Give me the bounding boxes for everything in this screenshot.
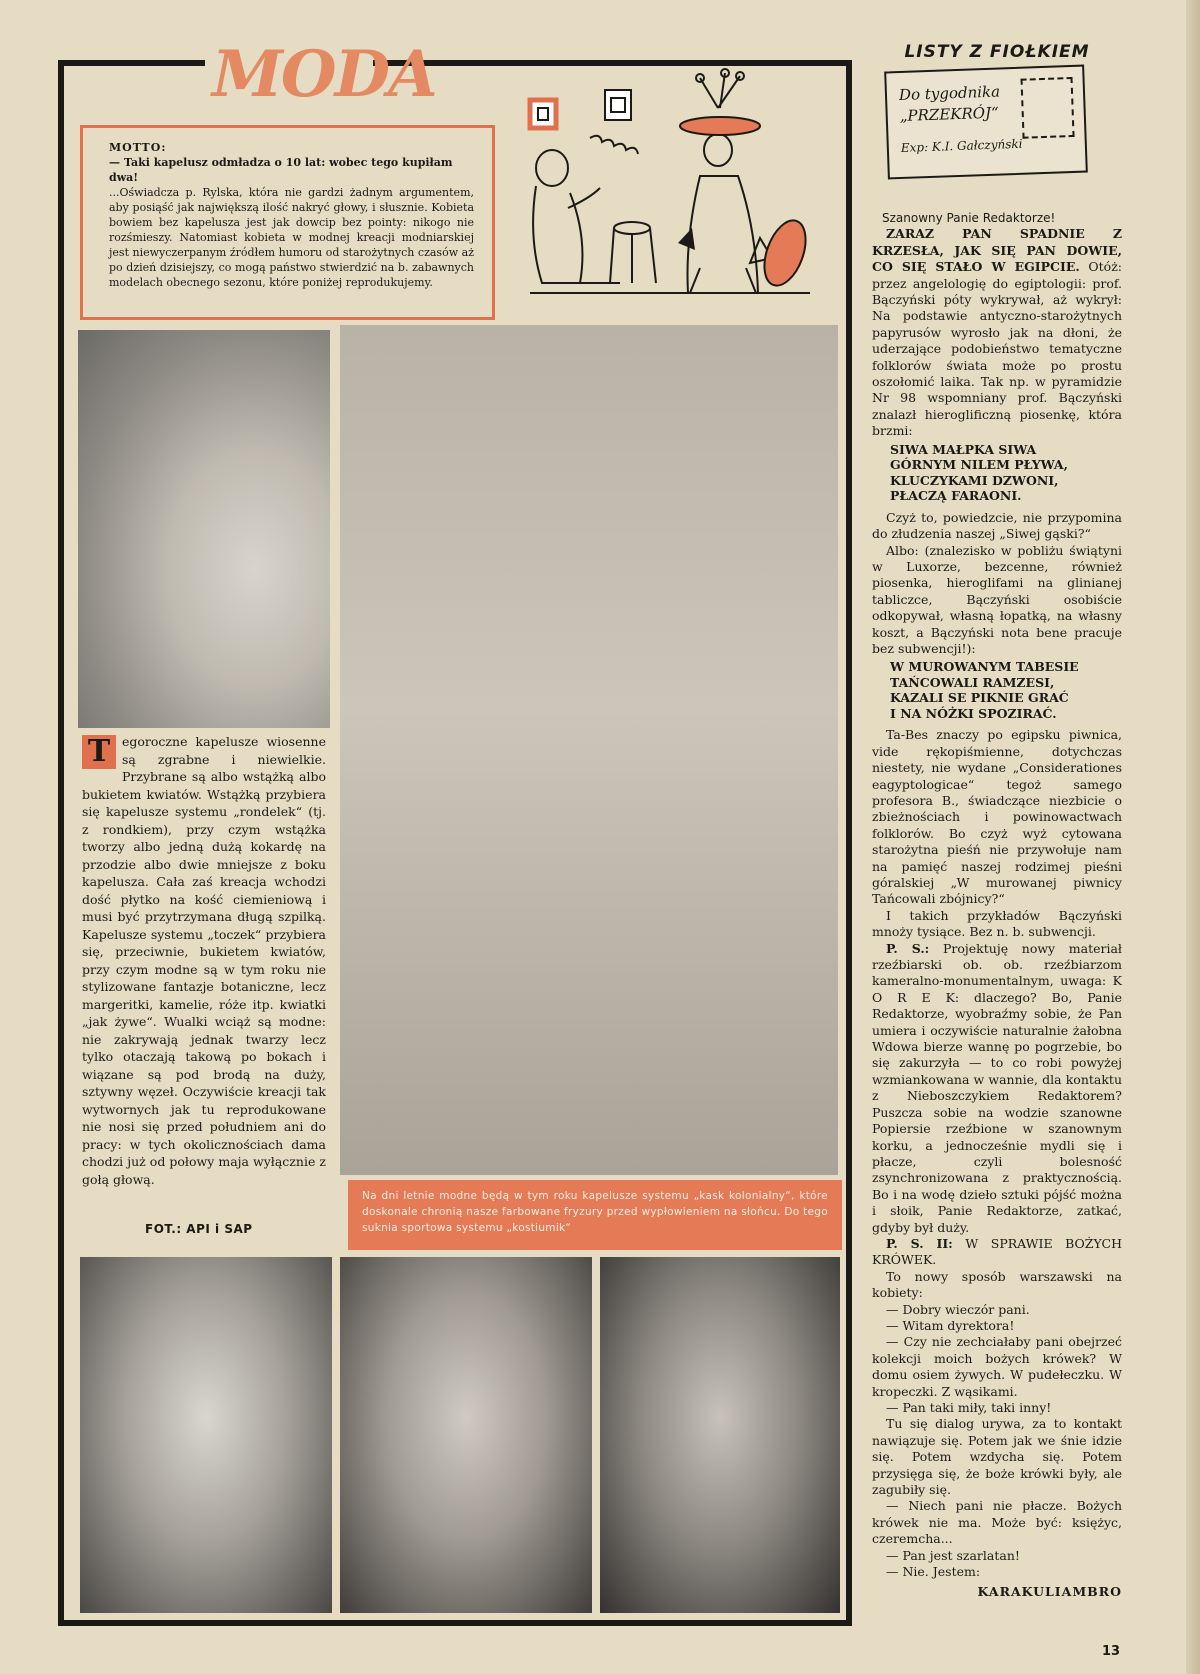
ps-2-text: W SPRAWIE BOŻYCH KRÓWEK. bbox=[872, 1235, 1122, 1268]
letter-paragraph-1-rest: Otóż: przez angelologię do egiptologii: prof. Bączyński póty wykrywał, aż wykrył: Na podstawie antyczno-starożytnych papyrusów wyrosło jak na dłoni, że uderzające podobieństwo tematyczne folklorów świata może po prostu oszołomić laika. Tak np. w pyramidzie Nr 98 wspomniany prof. Bączyński znalazł hieroglificzną piosenkę, która brzmi: bbox=[872, 259, 1122, 439]
dialog-line: — Witam dyrektora! bbox=[886, 1317, 1015, 1333]
photo-credit: FOT.: API i SAP bbox=[145, 1222, 253, 1236]
column-title: LISTY Z FIOŁKIEM bbox=[904, 42, 1090, 62]
letter-ps-2 bbox=[872, 1236, 1122, 1269]
letter-paragraph-2: Czyż to, powiedzcie, nie przypomina do złudzenia naszej „Siwej gąski?“ bbox=[872, 509, 1122, 542]
dialog-line: — Niech pani nie płacze. Bożych krówek nie ma. Może być: księżyc, czeremcha... bbox=[872, 1498, 1122, 1547]
dialog-line: — Nie. Jestem: bbox=[886, 1564, 981, 1580]
verse-line: I NA NÓŻKI SPOZIRAĆ. bbox=[890, 705, 1057, 721]
verse-1 bbox=[872, 442, 1122, 504]
page-edge bbox=[1186, 0, 1200, 1674]
fashion-cartoon-illustration bbox=[510, 68, 840, 320]
letter-paragraph-1 bbox=[872, 226, 1122, 439]
verse-line: GÓRNYM NILEM PŁYWA, bbox=[890, 457, 1068, 473]
postcard-illustration bbox=[884, 65, 1088, 180]
hats-article bbox=[82, 733, 326, 1188]
verse-2 bbox=[872, 659, 1122, 721]
card-line-1: Do tygodnika bbox=[898, 82, 1001, 105]
photo-model-checked-suit bbox=[340, 325, 838, 1175]
letter-ps-1 bbox=[872, 941, 1122, 1236]
ps-1-label: P. S.: bbox=[886, 940, 930, 956]
motto-body: ...Oświadcza p. Rylska, która nie gardzi żadnym argumentem, aby posiąść jak największą ilość nakryć głowy, i słusznie. Kobieta bowiem bez kapelusza jest jak dowcip bez pointy: nikogo nie rozśmieszy. Natomiast kobieta w modnej kreacji modniarskiej jest niewyczerpanym źródłem humoru od starożytnych czasów aż po dzień dzisiejszy, co mogą państwo stwierdzić na b. zabawnych modelach obecnego sezonu, które poniżej reprodukujemy. bbox=[109, 186, 474, 289]
article-text: egoroczne kapelusze wiosenne są zgrabne i niewielkie. Przybrane są albo wstążką albo bukietem kwiatów. Wstążką przybiera się kapelusze systemu „rondelek“ (tj. z rondkiem), przy czym wstążka tworzy albo jedną dużą kokardę na przodzie albo dwie mniejsze z boku kapelusza. Cała zaś kreacja wchodzi dość płytko na kość ciemieniową i musi być przytrzymana długą szpilką. Kapelusze systemu „toczek“ przybiera się, przeciwnie, bukietem kwiatów, przy czym modne są w tym roku nie stylizowane fantazje botaniczne, lecz margeritki, kamelie, róże itp. kwiatki „jak żywe“. Wualki wciąż są modne: nie zakrywają jednak twarzy lecz tylko otaczają takową po bokach i wiązane są pod brodą na duży, sztywny węzeł. Oczywiście kreacji tak wytwornych jak tu reprodukowane nie nosi się przed południem ani do pracy: w tych okolicznościach dama chodzi już od połowy maja wyłącznie z gołą głową. bbox=[82, 734, 326, 1187]
letter-headline-caps: ZARAZ PAN SPADNIE Z KRZESŁA, JAK SIĘ PAN DOWIE, CO SIĘ STAŁO W EGIPCIE. bbox=[872, 226, 1122, 275]
ps-1-text: Projektuję nowy materiał rzeźbiarski ob. ob. rzeźbiarzom kameralno-monumentalnym, uwaga: K O R E K: dlaczego? Bo, Panie Redaktorze, wyobraźmy sobie, że Pan umiera i oczywiście naturalnie żałobna Wdowa bierze wannę po pogrzebie, bo się zakurzyła — to co robi powyżej wzmiankowana w wannie, dla kontaktu z Nieboszczykiem Redaktorem? Puszcza sobie na wodzie szanowne Popiersie rzeźbione w szanownym korku, a jednocześnie mydli się i płacze, czyli bolesność zsynchronizowana z praktycznością. Bo i na wodę dzieło sztuki pójść można i słoik, Panie Redaktorze, zatkać, gdyby był duży. bbox=[872, 940, 1122, 1235]
photo-woman-bow-hat bbox=[80, 1257, 332, 1613]
page-number: 13 bbox=[1102, 1644, 1121, 1659]
letter-paragraph-8: To nowy sposób warszawski na kobiety: bbox=[872, 1268, 1122, 1301]
photo-woman-striped-turban bbox=[78, 330, 330, 728]
right-column-header bbox=[872, 42, 1122, 176]
motto-label: MOTTO: bbox=[109, 141, 167, 154]
letter-paragraph-3: Albo: (znalezisko w pobliżu świątyni w Luxorze, bezcenne, również piosenka, hieroglifami na glinianej tabliczce, Bączyński osobiście odkopywał, własną łopatką, na własny koszt, a Bączyński nota bene pracuje bez subwencji!): bbox=[872, 542, 1122, 656]
dialog-line: — Czy nie zechciałaby pani obejrzeć kolekcji moich bożych krówek? W domu osiem żywych. W pudełeczku. W kropeczki. Z wąsikami. bbox=[872, 1334, 1122, 1399]
dialog-line: — Pan taki miły, taki inny! bbox=[886, 1400, 1052, 1415]
verse-line: TAŃCOWALI RAMZESI, bbox=[890, 674, 1055, 690]
letter-signature: KARAKULIAMBRO bbox=[977, 1584, 1122, 1600]
dialog-line: — Pan jest szarlatan! bbox=[886, 1547, 1020, 1563]
photo-woman-feather-hat bbox=[340, 1257, 592, 1613]
photo-caption: Na dni letnie modne będą w tym roku kapelusze systemu „kask kolonialny“, które doskonale chronią nasze farbowane fryzury przed wypłowieniem na słońcu. Do tego suknia sportowa systemu „kostiumik“ bbox=[348, 1180, 842, 1250]
letter-column bbox=[872, 210, 1122, 1601]
letter-paragraph-5: I takich przykładów Bączyński mnoży tysiące. Bez n. b. subwencji. bbox=[872, 907, 1122, 940]
dialog-line: — Dobry wieczór pani. bbox=[886, 1301, 1030, 1317]
letter-greeting: Szanowny Panie Redaktorze! bbox=[882, 211, 1056, 225]
postage-stamp-icon bbox=[1021, 77, 1075, 139]
ps-2-label: P. S. II: bbox=[886, 1235, 953, 1251]
article-dropcap: T bbox=[82, 735, 116, 769]
letter-paragraph-4: Ta-Bes znaczy po egipsku piwnica, vide rękopiśmienne, dotychczas niestety, nie wydane „Considerationes eagyptologicae“ tegoż samego profesora B., świadczące niezbicie o zbieżnościach i powinowactwach folklorów. Bo czyż wyż cytowana starożytna pieśń nie przywołuje nam na pamięć naszej rodzimej pieśni góralskiej „W murowanej piwnicy Tańcowali zbójnicy?“ bbox=[872, 727, 1122, 907]
verse-line: W MUROWANYM TABESIE bbox=[890, 659, 1079, 675]
motto-quote: — Taki kapelusz odmładza o 10 lat: wobec tego kupiłam dwa! bbox=[109, 156, 453, 184]
card-sender: Exp: K.I. Gałczyński bbox=[900, 136, 1023, 155]
verse-line: KAZALI SE PIKNIE GRAĆ bbox=[890, 690, 1069, 706]
motto-box bbox=[80, 125, 495, 320]
photo-woman-flower-hat bbox=[600, 1257, 840, 1613]
verse-line: KLUCZYKAMI DZWONI, bbox=[890, 472, 1059, 488]
card-line-2: „PRZEKRÓJ“ bbox=[899, 103, 1000, 126]
masthead-title: MODA bbox=[212, 37, 436, 112]
letter-paragraph-9: Tu się dialog urywa, za to kontakt nawiązuje się. Potem jak we śnie idzie się. Potem wzdycha się. Potem przysięga się, że boże krówki były, ale zagubiły się. bbox=[872, 1416, 1122, 1498]
verse-line: SIWA MAŁPKA SIWA bbox=[890, 441, 1037, 457]
verse-line: PŁACZĄ FARAONI. bbox=[890, 488, 1022, 504]
